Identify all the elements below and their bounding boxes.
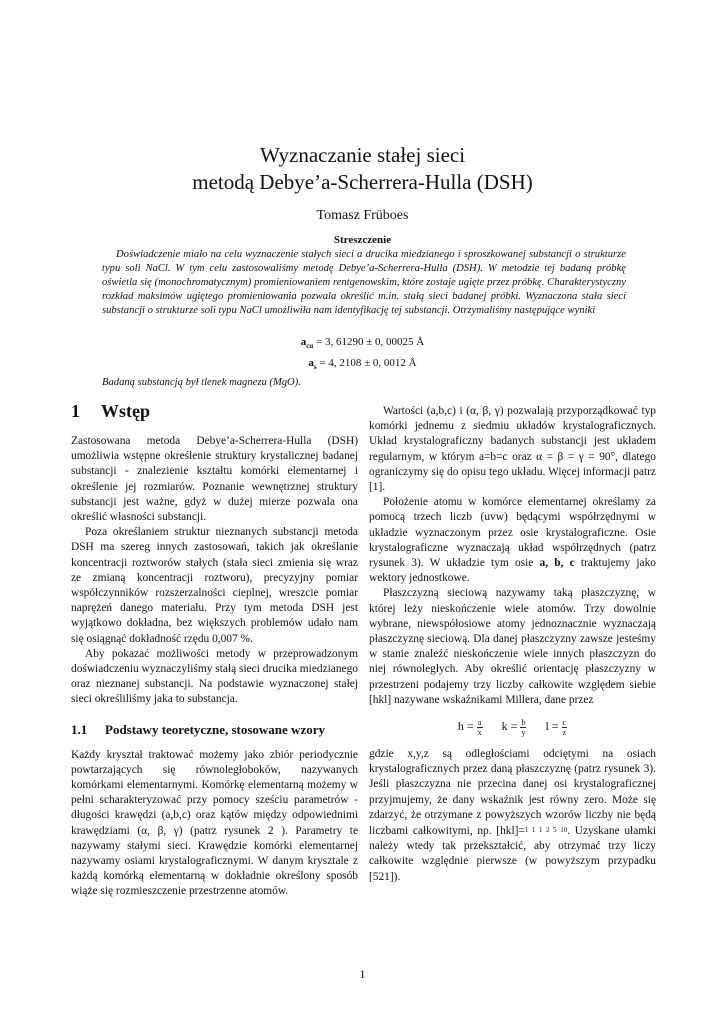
- intro-paragraph-3: Aby pokazać możliwości metody w przeprowadzonym doświadczeniu wyznaczyliśmy stałą sieci drucika miedzianego oraz nieznanej substancji. Na podstawie wyznaczonej stałej sieci określiliśmy jaka to substancja.: [71, 647, 358, 706]
- eq-s-subscript: s: [313, 363, 317, 372]
- miller-k-den: y: [521, 728, 526, 738]
- miller-k-num: b: [521, 718, 526, 728]
- section-title: Wstęp: [101, 401, 150, 421]
- abstract-heading: Streszczenie: [333, 234, 392, 246]
- right-paragraph-2-end: traktujemy jako wektory jednostkowe.: [369, 557, 656, 585]
- right-paragraph-4-end: . Uzyskane ułamki należy wtedy tak przekształcić, aby otrzymać trzy liczy całkowite względnie pierwsze (w powyższym przypadku [521]).: [369, 825, 656, 883]
- miller-l-lhs: l =: [545, 719, 562, 734]
- title-line-1: Wyznaczanie stałej sieci: [259, 143, 466, 167]
- abstract-equation-s: [0, 357, 725, 371]
- miller-h-fraction: [477, 718, 483, 737]
- section-number: 1: [71, 401, 80, 421]
- right-paragraph-3: Płaszczyzną sieciową nazywamy taką płaszczyznę, w której leży nieskończenie wiele atomów. Trzy dowolnie wybrane, niewspółosiowe atomy jednoznacznie wyznaczają płaszczyznę sieciową. Dla danej płaszczyzny zawsze jesteśmy w stanie znaleźć nieskończenie wiele innych płaszczyzn do niej równoległych. Aby określić orientację płaszczyzny w przestrzeni podajemy trzy liczby całkowite względem siebie [hkl] nazywane wskaźnikami Millera, dane przez: [369, 587, 656, 706]
- miller-h-lhs: h =: [457, 719, 477, 734]
- eq-s-value: = 4, 2108 ± 0, 0012 Å: [319, 357, 417, 369]
- title-line-2: metodą Debye’a-Scherrera-Hulla (DSH): [192, 170, 533, 194]
- abstract-conclusion: Badaną substancją był tlenek magnezu (MgO).: [102, 377, 301, 388]
- section-heading: [71, 400, 358, 422]
- miller-h-num: a: [477, 718, 482, 728]
- right-paragraph-2-start: Położenie atomu w komórce elementarnej określamy za pomocą trzech liczb (uvw) będącymi współrzędnymi w układzie wyznaczonym przez osie krystalograficzne. Osie krystalograficzne wyznaczają układ współrzędnych (patrz rysunek 3). W układzie tym osie: [369, 496, 656, 570]
- example-fractions: 1 1 1 2 5 10: [524, 826, 568, 835]
- right-paragraph-4: [369, 747, 656, 885]
- miller-k-lhs: k =: [501, 719, 521, 734]
- eq-cu-value: = 3, 61290 ± 0, 00025 Å: [316, 336, 425, 348]
- axes-vectors: a, b, c: [539, 557, 575, 570]
- theory-paragraph-1: Każdy kryształ traktować możemy jako zbiór periodycznie powtarzających się równoległoboków, nazywanych komórkami elementarnymi. Komórkę elementarną możemy w pełni scharakteryzować przy pomocy sześciu parametrów - długości krawędzi (a,b,c) oraz kątów między odpowiednimi krawędziami (α, β, γ) (patrz rysunek 2 ). Parametry te nazywamy stałymi sieci. Krawędzie komórki elementarnej nazywamy osiami krystalograficznymi. W danym krysztale z każdą komórką elementarną w dokładnie określony sposób wiąże się rozmieszczenie przestrzenne atomów.: [71, 748, 358, 898]
- subsection-number: 1.1: [71, 721, 88, 737]
- miller-equations: [369, 718, 656, 737]
- miller-l: [545, 718, 567, 738]
- miller-l-den: z: [562, 728, 567, 738]
- abstract-text: Doświadczenie miało na celu wyznaczenie stałych sieci a drucika miedzianego i sproszkowanej substancji o strukturze typu soli NaCl. W tym celu zastosowaliśmy metodę Debye’a-Scherrera-Hulla (DSH). W metodzie tej badaną próbkę oświetla się (monochromatycznym) promieniowaniem rentgenowskim, które zostaje ugięte przez próbkę. Charakterystyczny rozkład maksimów ugiętego promieniowania pozwala określić m.in. stałą sieci badanej próbki. Wyznaczona stała sieci substancji o strukturze soli typu NaCl umożliwiła nam identyfikację tej substancji. Otrzymaliśmy następujące wyniki: [102, 249, 626, 316]
- miller-l-fraction: [562, 718, 568, 737]
- miller-k-fraction: [520, 718, 526, 737]
- right-paragraph-1: Wartości (a,b,c) i (α, β, γ) pozwalają przyporządkować typ komórki jednemu z siedmiu układów krystalograficznych. Układ krystalograficzny badanych substancji jest układem regularnym, w którym a=b=c oraz α = β = γ = 90°, dlatego ograniczymy się do opisu tego układu. Więcej informacji patrz [1].: [369, 405, 656, 494]
- author-name: Tomasz Früboes: [316, 208, 409, 223]
- miller-l-num: c: [562, 718, 567, 728]
- abstract-equation-cu: [0, 336, 725, 350]
- eq-cu-subscript: cu: [306, 342, 314, 351]
- page-number: 1: [359, 967, 366, 981]
- miller-h: [457, 718, 486, 738]
- miller-k: [501, 718, 530, 738]
- subsection-title: Podstawy teoretyczne, stosowane wzory: [105, 721, 325, 737]
- right-paragraph-4-start: gdzie x,y,z są odległościami odciętymi na osiach krystalograficznych przez daną płaszczyznę (patrz rysunek 3). Jeśli płaszczyzna nie przecina danej osi krystalograficznej przyjmujemy, że dany wskaźnik jest równy zero. Może się zdarzyć, że otrzymane z powyższych wzorów liczby nie będą liczbami całkowitymi, np. [hkl]=: [369, 748, 656, 838]
- intro-paragraph-2: Poza określaniem struktur nieznanych substancji metoda DSH ma szereg innych zastosowań, takich jak określanie koncentracji roztworów stałych (stała sieci zmienia się wraz ze zmianą koncentracji roztworu), precyzyjny pomiar współczynników rozszerzalności cieplnej, wreszcie pomiar naprężeń danego materiału. Przy tym metoda DSH jest wyjątkowo dokładna, bez większych problemów udało nam się osiągnąć dokładność rzędu 0,007 %.: [71, 526, 358, 645]
- paper-title: [0, 142, 725, 196]
- right-paragraph-2: [369, 495, 656, 586]
- miller-h-den: x: [477, 728, 482, 738]
- intro-paragraph-1: Zastosowana metoda Debye’a-Scherrera-Hulla (DSH) umożliwia wstępne określenie struktury krystalicznej badanej substancji - znalezienie kształtu komórki elementarnej i określenie jej rozmiarów. Poznanie wewnętrznej struktury substancji jest ważne, gdyż w dużej mierze pozwala ona określić własności substancji.: [71, 435, 358, 524]
- left-column: [71, 400, 358, 900]
- subsection-heading: [71, 722, 358, 738]
- eq-cu-symbol: a: [300, 336, 307, 348]
- right-column: [369, 404, 656, 885]
- eq-s-symbol: a: [308, 357, 314, 369]
